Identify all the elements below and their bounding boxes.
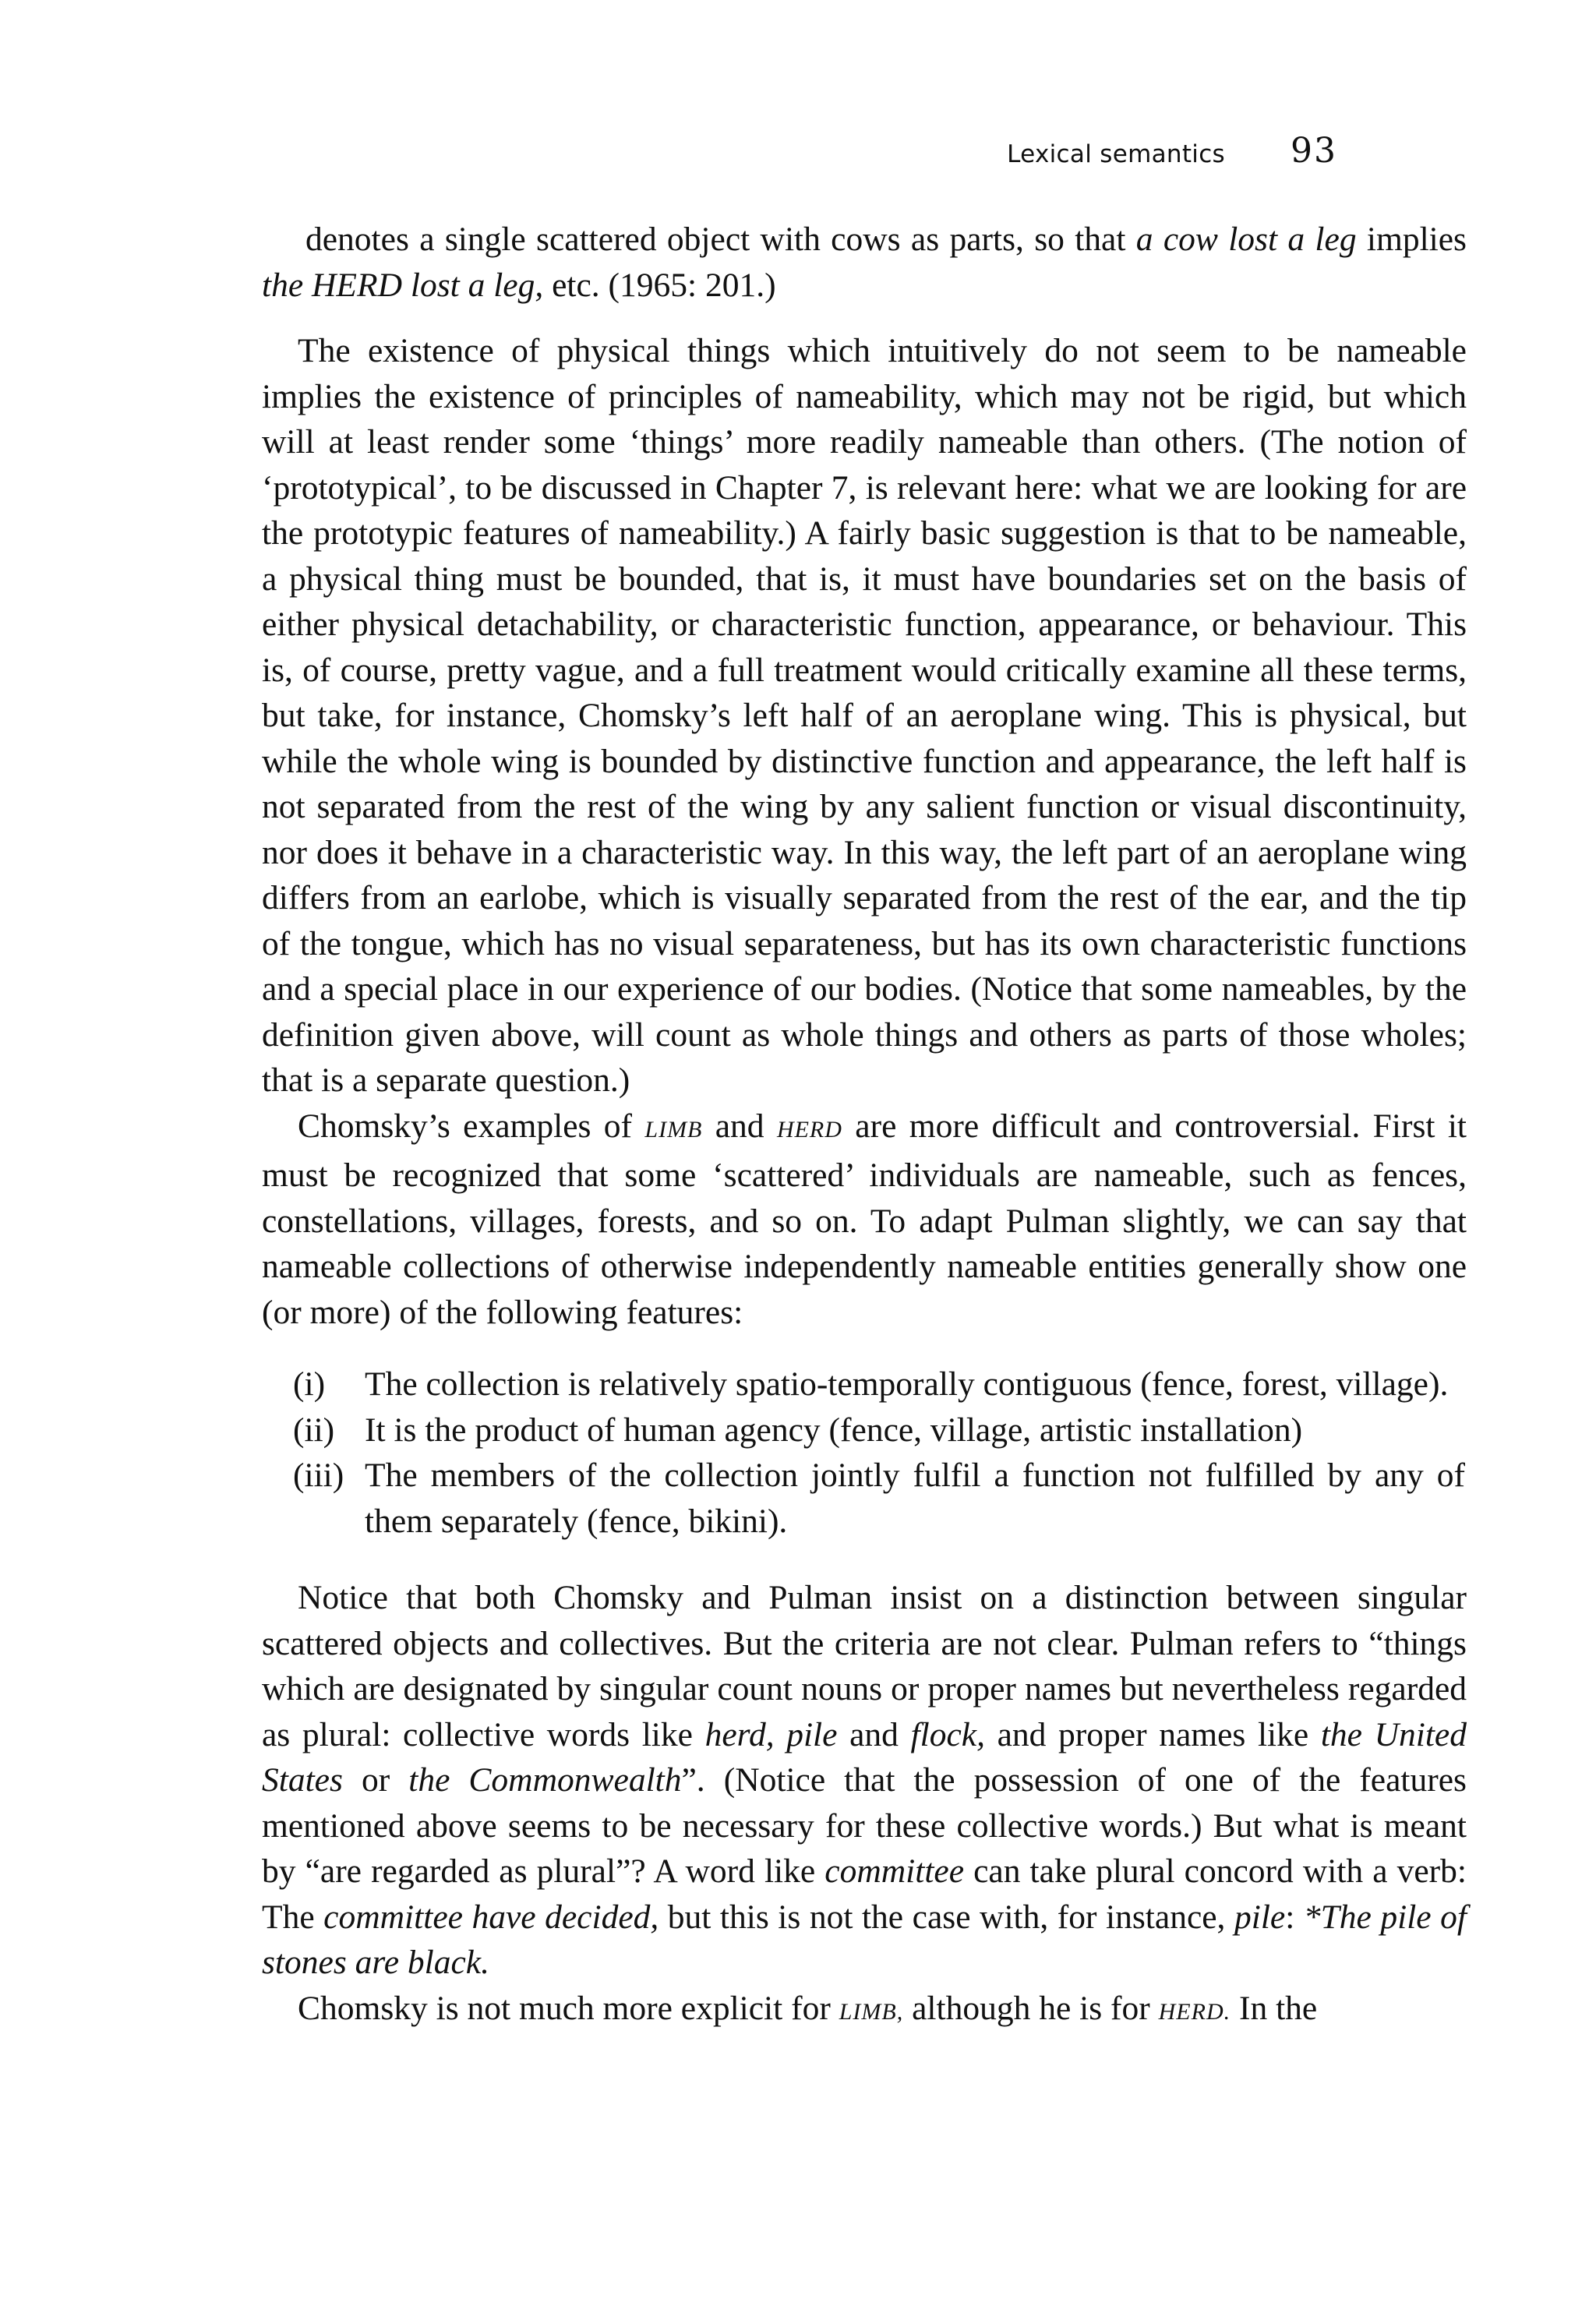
- list-marker: (i): [293, 1365, 326, 1403]
- running-header-title: Lexical semantics: [1007, 140, 1225, 168]
- list-item: [262, 1407, 1467, 1453]
- list-marker: (ii): [293, 1411, 335, 1449]
- text-run: or: [342, 1761, 409, 1799]
- small-caps-term: HERD: [776, 1116, 842, 1142]
- paragraph-nameability: The existence of physical things which intuitively do not seem to be nameable implies the existence of principles of nameability, which may not be rigid, but which will at least render some ‘things’ more readily nameable than others. (The notion of ‘prototypical’, to be discussed in Chapter 7, is relevant here: what we are looking for are the prototypic features of nameability.) A fairly basic suggestion is that to be nameable, a physical thing must be bounded, that is, it must have boundaries set on the basis of either physical detachability, or characteristic function, appearance, or behaviour. This is, of course, pretty vague, and a full treatment would critically examine all these terms, but take, for instance, Chomsky’s left half of an aeroplane wing. This is physical, but while the whole wing is bounded by distinctive function and appearance, the left half is not separated from the rest of the wing by any salient function or visual discontinuity, nor does it behave in a characteristic way. In this way, the left part of an aeroplane wing differs from an earlobe, which is visually separated from the rest of the ear, and the tip of the tongue, which has no visual separateness, but has its own characteristic functions and a special place in our experience of our bodies. (Notice that some nameables, by the definition given above, will count as whole things and others as parts of those wholes; that is a separate question.): [262, 332, 1467, 1099]
- text-run: implies: [1356, 221, 1467, 258]
- italic-example: herd, pile: [704, 1715, 838, 1753]
- text-run: Chomsky is not much more explicit for: [298, 1989, 839, 2027]
- small-caps-term: LIMB: [644, 1116, 703, 1142]
- small-caps-term: HERD.: [1158, 1998, 1231, 2025]
- list-item-text: The members of the collection jointly fulfil a function not fulfilled by any of them separately (fence, bikini).: [365, 1457, 1465, 1540]
- italic-example: the United States: [262, 1715, 1467, 1799]
- quote-continuation-paragraph: [262, 217, 1467, 308]
- text-run: can take plural concord with a verb: The: [262, 1852, 1467, 1936]
- running-header: [1007, 131, 1337, 171]
- italic-example: committee have decided,: [323, 1898, 659, 1936]
- list-item-text: It is the product of human agency (fence, village, artistic installation): [365, 1411, 1303, 1449]
- italic-example: flock,: [910, 1715, 985, 1753]
- paragraph-limb-herd: [262, 1104, 1467, 1336]
- italic-example: the Commonwealth: [408, 1761, 682, 1799]
- italic-example: *The pile of stones are black.: [262, 1898, 1467, 1981]
- text-run: ”. (Notice that the possession of one of the features mentioned above seems to be necessary for these collective words.) But what is meant by “are regarded as plural”? A word like: [262, 1761, 1467, 1890]
- list-item: [262, 1453, 1467, 1544]
- text-run: Chomsky’s examples of: [298, 1107, 645, 1145]
- text-run: denotes a single scattered object with cows as parts, so that: [305, 221, 1136, 258]
- text-run: are more difficult and controversial. First it must be recognized that some ‘scattered’ individuals are nameable, such as fences, constellations, villages, forests, and so on. To adapt Pulman slightly, we can say that nameable collections of otherwise independently nameable entities generally show one (or more) of the following features:: [262, 1107, 1467, 1331]
- text-run: and: [702, 1107, 777, 1145]
- text-run: but this is not the case with, for instance,: [659, 1898, 1234, 1936]
- text-run: In the: [1231, 1989, 1318, 2027]
- list-item: [262, 1361, 1467, 1407]
- paragraph-collectives: [262, 1575, 1467, 1986]
- text-run: etc. (1965: 201.): [543, 266, 776, 304]
- list-marker: (iii): [293, 1457, 344, 1494]
- feature-list: [262, 1361, 1467, 1544]
- text-run: and proper names like: [984, 1715, 1321, 1753]
- paragraph-limb-explicit: [262, 1986, 1467, 2036]
- list-item-text: The collection is relatively spatio-temporally contiguous (fence, forest, village).: [365, 1365, 1449, 1403]
- page-number: 93: [1291, 131, 1337, 171]
- italic-example: committee: [824, 1852, 965, 1890]
- italic-example: a cow lost a leg: [1135, 221, 1357, 258]
- italic-example: pile: [1234, 1898, 1286, 1936]
- italic-example: the HERD lost a leg,: [262, 266, 544, 304]
- text-run: although he is for: [903, 1989, 1159, 2027]
- text-run: and: [837, 1715, 911, 1753]
- small-caps-term: LIMB,: [839, 1998, 904, 2025]
- text-run: :: [1285, 1898, 1304, 1936]
- page-body: [262, 217, 1467, 2035]
- text-run: Notice that both Chomsky and Pulman insist on a distinction between singular scattered objects and collectives. But the criteria are not clear. Pulman refers to “things which are designated by singular count nouns or proper names but nevertheless regarded as plural: collective words like: [262, 1579, 1467, 1753]
